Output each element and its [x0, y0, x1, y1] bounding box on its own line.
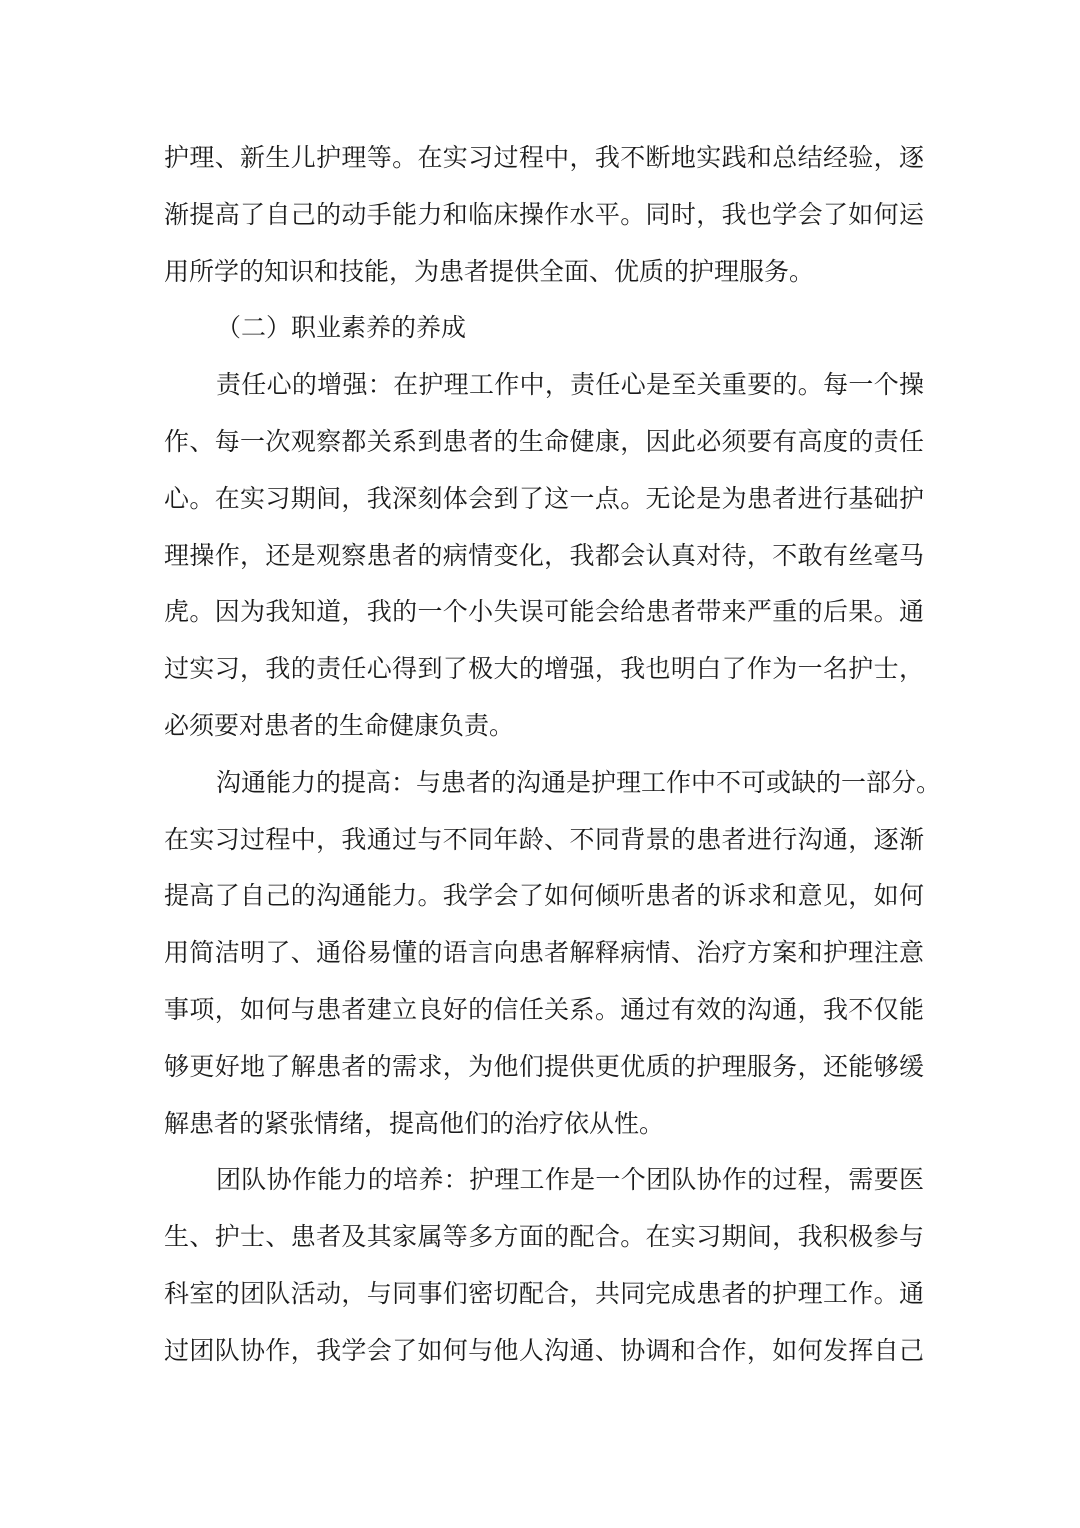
- text-line: 团队协作能力的培养：护理工作是一个团队协作的过程，需要医: [216, 1165, 924, 1195]
- text-line: 过团队协作，我学会了如何与他人沟通、协调和合作，如何发挥自己: [164, 1335, 924, 1365]
- text-line: 责任心的增强：在护理工作中，责任心是至关重要的。每一个操: [216, 370, 924, 400]
- text-line: 作、每一次观察都关系到患者的生命健康，因此必须要有高度的责任: [164, 426, 924, 456]
- text-line: 用简洁明了、通俗易懂的语言向患者解释病情、治疗方案和护理注意: [164, 938, 924, 968]
- text-line: 沟通能力的提高：与患者的沟通是护理工作中不可或缺的一部分。: [216, 767, 942, 797]
- text-line: 护理、新生儿护理等。在实习过程中，我不断地实践和总结经验，逐: [164, 143, 924, 172]
- text-line: 理操作，还是观察患者的病情变化，我都会认真对待，不敢有丝毫马: [164, 540, 924, 570]
- text-line: 事项，如何与患者建立良好的信任关系。通过有效的沟通，我不仅能: [164, 994, 924, 1024]
- document-body: [164, 130, 942, 1380]
- text-line: 渐提高了自己的动手能力和临床操作水平。同时，我也学会了如何运: [164, 199, 924, 229]
- text-line: 用所学的知识和技能，为患者提供全面、优质的护理服务。: [164, 256, 815, 286]
- text-line: 够更好地了解患者的需求，为他们提供更优质的护理服务，还能够缓: [164, 1051, 924, 1081]
- text-line: 过实习，我的责任心得到了极大的增强，我也明白了作为一名护士，: [164, 654, 924, 684]
- text-line: 虎。因为我知道，我的一个小失误可能会给患者带来严重的后果。通: [164, 597, 924, 627]
- text-line: 科室的团队活动，与同事们密切配合，共同完成患者的护理工作。通: [164, 1278, 924, 1308]
- text-line: 必须要对患者的生命健康负责。: [164, 710, 515, 740]
- text-line: 在实习过程中，我通过与不同年龄、不同背景的患者进行沟通，逐渐: [164, 824, 924, 854]
- section-heading: （二）职业素养的养成: [216, 313, 467, 343]
- text-line: 解患者的紧张情绪，提高他们的治疗依从性。: [164, 1108, 665, 1138]
- text-line: 提高了自己的沟通能力。我学会了如何倾听患者的诉求和意见，如何: [164, 881, 924, 911]
- text-line: 心。在实习期间，我深刻体会到了这一点。无论是为患者进行基础护: [164, 483, 924, 513]
- text-line: 生、护士、患者及其家属等多方面的配合。在实习期间，我积极参与: [164, 1222, 924, 1252]
